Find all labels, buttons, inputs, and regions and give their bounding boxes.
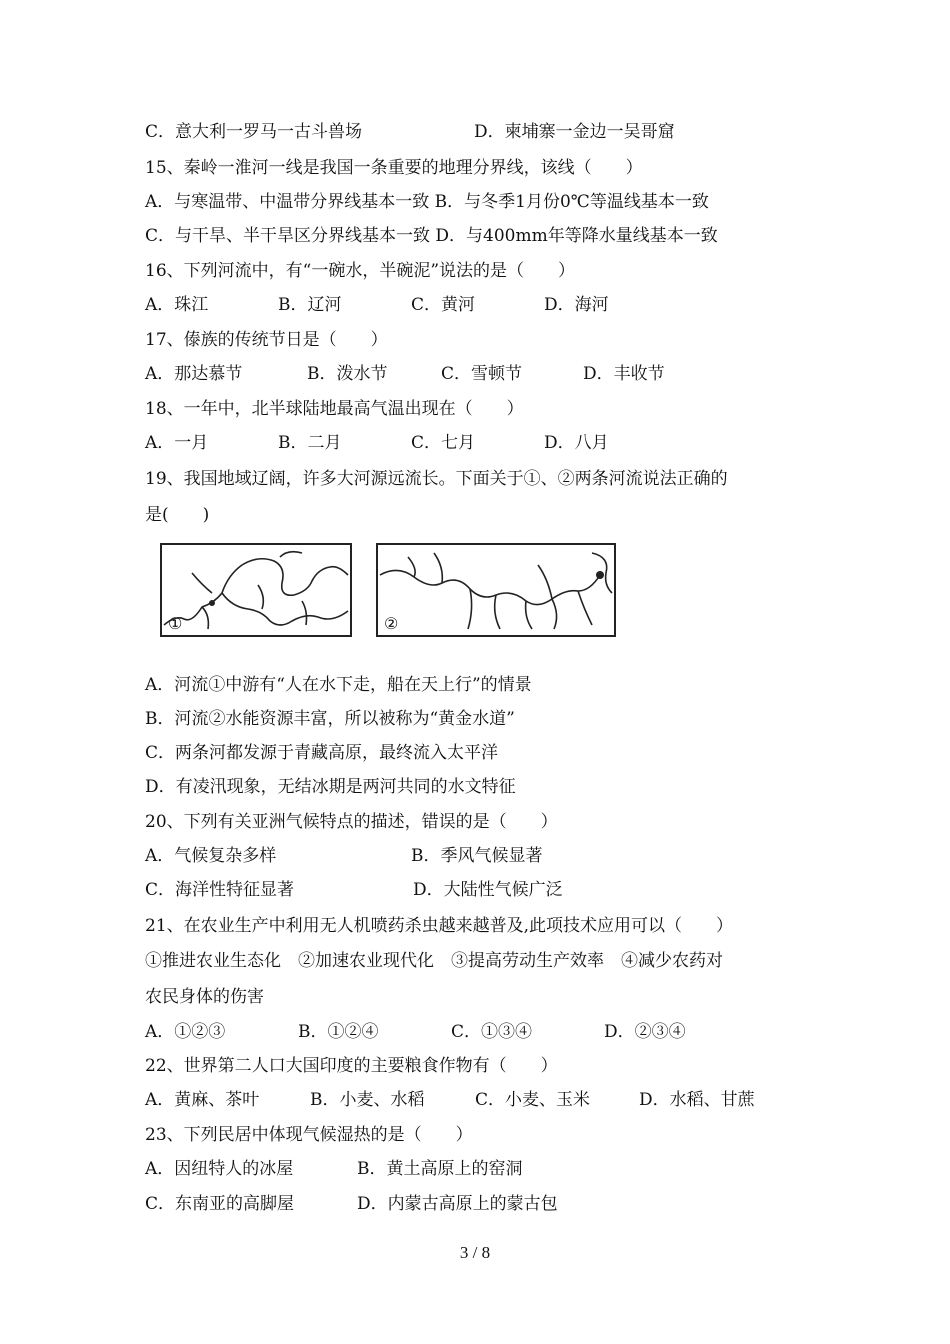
q17-option: B．泼水节 [307, 364, 388, 384]
q21-stem: 21、在农业生产中利用无人机喷药杀虫越来越普及,此项技术应用可以（ ） [145, 916, 734, 936]
q16-option: A．珠江 [145, 295, 209, 315]
q18-option: D．八月 [544, 433, 609, 453]
q20-option: D．大陆性气候广泛 [413, 880, 563, 900]
q18-option: C．七月 [411, 433, 476, 453]
q21-option: C．①③④ [451, 1022, 533, 1042]
q22-option: A．黄麻、茶叶 [145, 1090, 260, 1110]
q20-option: C．海洋性特征显著 [145, 880, 295, 900]
q21-statements: ①推进农业生态化 ②加速农业现代化 ③提高劳动生产效率 ④减少农药对 [145, 951, 723, 971]
river-map-2 [376, 543, 616, 637]
q17-option: D．丰收节 [583, 364, 665, 384]
yellow-river-map-image [162, 545, 350, 635]
q17-option: A．那达慕节 [145, 364, 243, 384]
q22-stem: 22、世界第二人口大国印度的主要粮食作物有（ ） [145, 1056, 558, 1076]
q16-option: D．海河 [544, 295, 609, 315]
q19-stem-1: 19、我国地域辽阔，许多大河源远流长。下面关于①、②两条河流说法正确的 [145, 469, 728, 489]
q19-option: C．两条河都发源于青藏高原，最终流入太平洋 [145, 743, 499, 763]
q21-option: D．②③④ [604, 1022, 686, 1042]
q19-option: B．河流②水能资源丰富，所以被称为“黄金水道” [145, 709, 515, 729]
river-map-1 [160, 543, 352, 637]
q14-option-d: D．柬埔寨一金边一吴哥窟 [474, 122, 675, 142]
q19-option: A．河流①中游有“人在水下走，船在天上行”的情景 [145, 675, 532, 695]
q23-option: C．东南亚的高脚屋 [145, 1194, 295, 1214]
q23-option: D．内蒙古高原上的蒙古包 [357, 1194, 558, 1214]
q18-stem: 18、一年中，北半球陆地最高气温出现在（ ） [145, 399, 524, 419]
page-number: 3 / 8 [459, 1243, 491, 1262]
q14-option-c: C．意大利一罗马一古斗兽场 [145, 122, 363, 142]
q20-stem: 20、下列有关亚洲气候特点的描述，错误的是（ ） [145, 812, 558, 832]
q21-option: B．①②④ [298, 1022, 379, 1042]
q15-stem: 15、秦岭一淮河一线是我国一条重要的地理分界线，该线（ ） [145, 158, 643, 178]
q18-option: B．二月 [278, 433, 342, 453]
q16-option: B．辽河 [278, 295, 342, 315]
q15-options-cd: C．与干旱、半干旱区分界线基本一致 D．与400mm年等降水量线基本一致 [145, 226, 718, 246]
q21-statements-cont: 农民身体的伤害 [145, 987, 264, 1007]
q15-options-ab: A．与寒温带、中温带分界线基本一致 B．与冬季1月份0℃等温线基本一致 [145, 192, 709, 212]
q20-option: B．季风气候显著 [411, 846, 543, 866]
yangtze-river-map-image [378, 545, 614, 635]
q20-option: A．气候复杂多样 [145, 846, 277, 866]
q22-option: B．小麦、水稻 [310, 1090, 425, 1110]
q22-option: C．小麦、玉米 [475, 1090, 591, 1110]
q19-stem-2: 是( ) [145, 505, 210, 525]
q19-option: D．有凌汛现象，无结冰期是两河共同的水文特征 [145, 777, 516, 797]
q23-option: B．黄土高原上的窑洞 [357, 1159, 523, 1179]
q18-option: A．一月 [145, 433, 209, 453]
q16-stem: 16、下列河流中，有“一碗水，半碗泥”说法的是（ ） [145, 261, 576, 281]
q21-option: A．①②③ [145, 1022, 226, 1042]
q17-option: C．雪顿节 [441, 364, 523, 384]
q23-stem: 23、下列民居中体现气候湿热的是（ ） [145, 1125, 473, 1145]
q16-option: C．黄河 [411, 295, 476, 315]
map-1-number: ① [168, 614, 183, 633]
map-2-number: ② [384, 614, 399, 633]
q17-stem: 17、傣族的传统节日是（ ） [145, 330, 388, 350]
q23-option: A．因纽特人的冰屋 [145, 1159, 294, 1179]
q22-option: D．水稻、甘蔗 [639, 1090, 755, 1110]
